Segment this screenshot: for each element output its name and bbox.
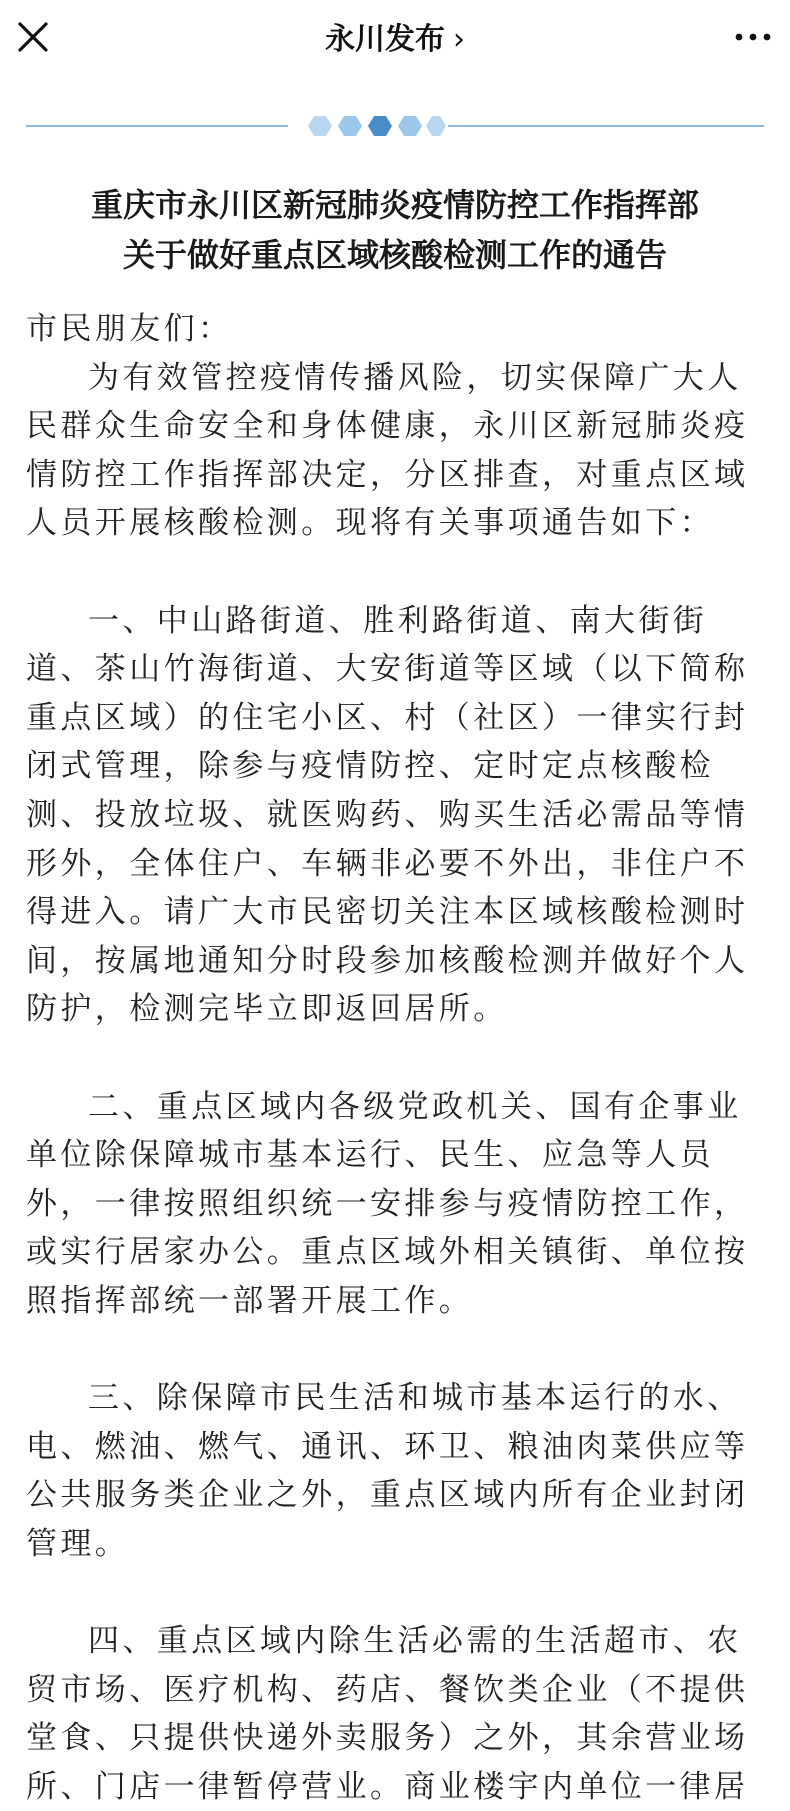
item-4-paragraph — [26, 1617, 764, 1811]
paragraph-line: 外，一律按照组织统一安排参与疫情防控工作， — [26, 1185, 749, 1222]
paragraph-line: 单位除保障城市基本运行、民生、应急等人员 — [26, 1137, 714, 1174]
more-icon — [730, 22, 776, 52]
paragraph-line: 闭式管理，除参与疫情防控、定时定点核酸检 — [26, 748, 714, 785]
chevron-right-icon: › — [453, 22, 465, 57]
paragraph-line: 道、茶山竹海街道、大安街道等区域（以下简称 — [26, 651, 749, 688]
paragraph-line: 间，按属地通知分时段参加核酸检测并做好个人 — [26, 942, 749, 979]
paragraph-line: 或实行居家办公。重点区域外相关镇街、单位按 — [26, 1234, 749, 1271]
greeting-text: 市民朋友们： — [26, 311, 233, 347]
paragraph-line: 贸市场、医疗机构、药店、餐饮类企业（不提供 — [26, 1671, 749, 1708]
paragraph-spacer — [26, 1568, 764, 1617]
article-body — [26, 305, 764, 1811]
paragraph-line: 三、除保障市民生活和城市基本运行的水、 — [88, 1380, 742, 1417]
account-name: 永川发布 — [325, 22, 445, 57]
item-2-paragraph — [26, 1083, 764, 1326]
paragraph-line: 电、燃油、燃气、通讯、环卫、粮油肉菜供应等 — [26, 1428, 749, 1465]
paragraph-line: 所、门店一律暂停营业。商业楼宇内单位一律居 — [26, 1768, 749, 1805]
article-title-line-1: 重庆市永川区新冠肺炎疫情防控工作指挥部 — [90, 186, 699, 224]
item-1-paragraph — [26, 597, 764, 1034]
paragraph-line: 防护，检测完毕立即返回居所。 — [26, 991, 508, 1028]
decorative-divider — [26, 112, 764, 140]
paragraph-line: 民群众生命安全和身体健康，永川区新冠肺炎疫 — [26, 408, 749, 445]
paragraph-line: 二、重点区域内各级党政机关、国有企事业 — [88, 1088, 742, 1125]
greeting — [26, 305, 764, 354]
paragraph-line: 为有效管控疫情传播风险，切实保障广大人 — [88, 359, 742, 396]
top-nav-bar — [0, 0, 790, 86]
paragraph-spacer — [26, 1034, 764, 1083]
paragraph-line: 形外，全体住户、车辆非必要不外出，非住户不 — [26, 845, 749, 882]
paragraph-line: 测、投放垃圾、就医购药、购买生活必需品等情 — [26, 796, 749, 833]
paragraph-line: 情防控工作指挥部决定，分区排查，对重点区域 — [26, 456, 749, 493]
article-title — [0, 180, 790, 280]
paragraph-spacer — [26, 1325, 764, 1374]
article-title-line-2: 关于做好重点区域核酸检测工作的通告 — [122, 236, 667, 274]
paragraph-line: 得进入。请广大市民密切关注本区域核酸检测时 — [26, 894, 749, 931]
paragraph-line: 照指挥部统一部署开展工作。 — [26, 1282, 474, 1319]
paragraph-line: 一、中山路街道、胜利路街道、南大街街 — [88, 602, 708, 639]
paragraph-line: 人员开展核酸检测。现将有关事项通告如下： — [26, 505, 714, 542]
intro-paragraph — [26, 354, 764, 548]
paragraph-line: 堂食、只提供快递外卖服务）之外，其余营业场 — [26, 1720, 749, 1757]
paragraph-line: 四、重点区域内除生活必需的生活超市、农 — [88, 1623, 742, 1660]
paragraph-line: 公共服务类企业之外，重点区域内所有企业封闭 — [26, 1477, 749, 1514]
paragraph-spacer — [26, 548, 764, 597]
paragraph-line: 管理。 — [26, 1525, 130, 1562]
more-button[interactable] — [730, 22, 776, 52]
account-name-link[interactable] — [0, 22, 790, 58]
paragraph-line: 重点区域）的住宅小区、村（社区）一律实行封 — [26, 699, 749, 736]
item-3-paragraph — [26, 1374, 764, 1568]
